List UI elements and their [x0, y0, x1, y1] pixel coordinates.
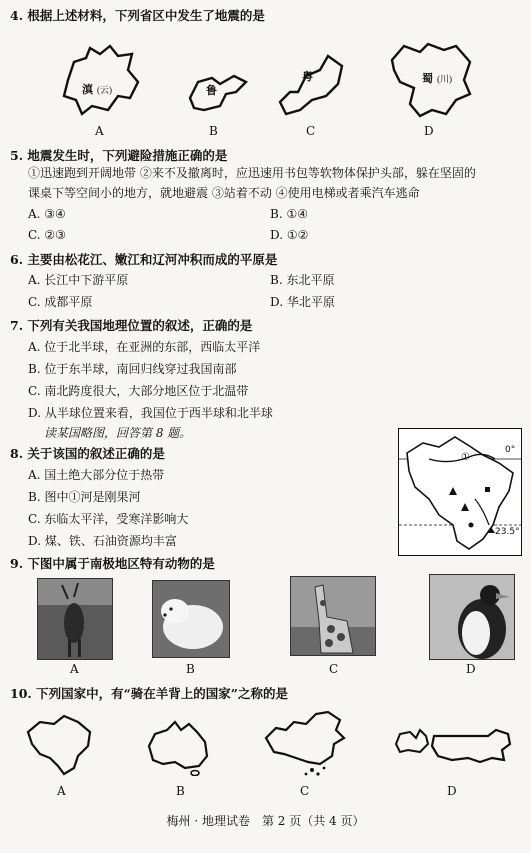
- q9-stem: 9. 下图中属于南极地区特有动物的是: [10, 556, 215, 571]
- river-number-label: ①: [461, 452, 470, 463]
- q7-option-b[interactable]: B. 位于东半球，南回归线穿过我国南部: [28, 362, 237, 376]
- q5-stem: 5. 地震发生时，下列避险措施正确的是: [10, 148, 228, 163]
- q7-option-a[interactable]: A. 位于北半球，在亚洲的东部，西临太平洋: [28, 340, 261, 354]
- q8-country-map: [398, 428, 522, 556]
- deer-photo: [37, 578, 113, 660]
- guangdong-map-icon: [276, 52, 348, 118]
- australia-outline-icon: [145, 718, 211, 776]
- q8-option-d[interactable]: D. 煤、铁、石油资源均丰富: [28, 534, 177, 548]
- q4-map-c-text: 粤: [302, 71, 313, 83]
- q6-option-b[interactable]: B. 东北平原: [270, 273, 335, 287]
- q6-option-a[interactable]: A. 长江中下游平原: [28, 273, 129, 287]
- yunnan-map-icon: [58, 40, 144, 122]
- polar-bear-photo: [152, 580, 230, 658]
- q9-label-c: C: [329, 662, 339, 676]
- brazil-outline-icon: [24, 712, 96, 778]
- q4-map-a-text: 滇: [82, 84, 93, 96]
- q7-stem: 7. 下列有关我国地理位置的叙述，正确的是: [10, 318, 253, 333]
- q10-label-d: D: [447, 784, 457, 798]
- q5-option-c[interactable]: C. ②③: [28, 228, 66, 242]
- q8-stem: 8. 关于该国的叙述正确的是: [10, 446, 165, 461]
- equator-label: 0°: [505, 445, 516, 455]
- tropic-label: 23.5°: [495, 527, 520, 537]
- q4-label-d: D: [424, 124, 434, 138]
- q8-option-c[interactable]: C. 东临太平洋，受寒洋影响大: [28, 512, 189, 526]
- q10-label-a: A: [57, 784, 66, 798]
- q10-stem: 10. 下列国家中，有“骑在羊背上的国家”之称的是: [10, 686, 288, 701]
- q10-label-c: C: [300, 784, 310, 798]
- q4-stem: 4. 根据上述材料，下列省区中发生了地震的是: [10, 8, 265, 23]
- q4-map-d-text: 蜀: [422, 73, 433, 85]
- shandong-map-icon: [186, 68, 250, 116]
- page-footer: 梅州 · 地理试卷 第 2 页（共 4 页）: [166, 814, 365, 828]
- q4-map-b-text: 鲁: [206, 85, 217, 97]
- china-outline-icon: [262, 708, 350, 780]
- q6-stem: 6. 主要由松花江、嫩江和辽河冲积而成的平原是: [10, 252, 278, 267]
- q8-option-a[interactable]: A. 国土绝大部分位于热带: [28, 468, 165, 482]
- read-note: 读某国略图，回答第 8 题。: [44, 426, 192, 440]
- q4-label-a: A: [95, 124, 104, 138]
- q4-label-c: C: [306, 124, 316, 138]
- q4-map-d-sub: (川): [437, 74, 452, 84]
- q5-line2: 课桌下等空间小的地方，就地避震 ③站着不动 ④使用电梯或者乘汽车逃命: [28, 186, 420, 200]
- usa-outline-icon: [392, 722, 516, 770]
- penguin-photo: [429, 574, 515, 660]
- q10-label-b: B: [176, 784, 185, 798]
- q8-option-b[interactable]: B. 图中①河是刚果河: [28, 490, 141, 504]
- q5-option-d[interactable]: D. ①②: [270, 228, 309, 242]
- q9-label-a: A: [70, 662, 79, 676]
- q6-option-c[interactable]: C. 成都平原: [28, 295, 93, 309]
- q7-option-c[interactable]: C. 南北跨度很大，大部分地区位于北温带: [28, 384, 249, 398]
- q5-line1: ①迅速跑到开阔地带 ②来不及撤离时，应迅速用书包等软物体保护头部，躲在坚固的: [28, 166, 476, 180]
- q5-option-a[interactable]: A. ③④: [28, 207, 66, 221]
- q4-map-a-sub: (云): [97, 85, 112, 95]
- giraffe-photo: [290, 576, 376, 656]
- q6-option-d[interactable]: D. 华北平原: [270, 295, 335, 309]
- q9-label-b: B: [186, 662, 195, 676]
- q9-label-d: D: [466, 662, 476, 676]
- q5-option-b[interactable]: B. ①④: [270, 207, 308, 221]
- q7-option-d[interactable]: D. 从半球位置来看，我国位于西半球和北半球: [28, 406, 273, 420]
- q4-label-b: B: [209, 124, 218, 138]
